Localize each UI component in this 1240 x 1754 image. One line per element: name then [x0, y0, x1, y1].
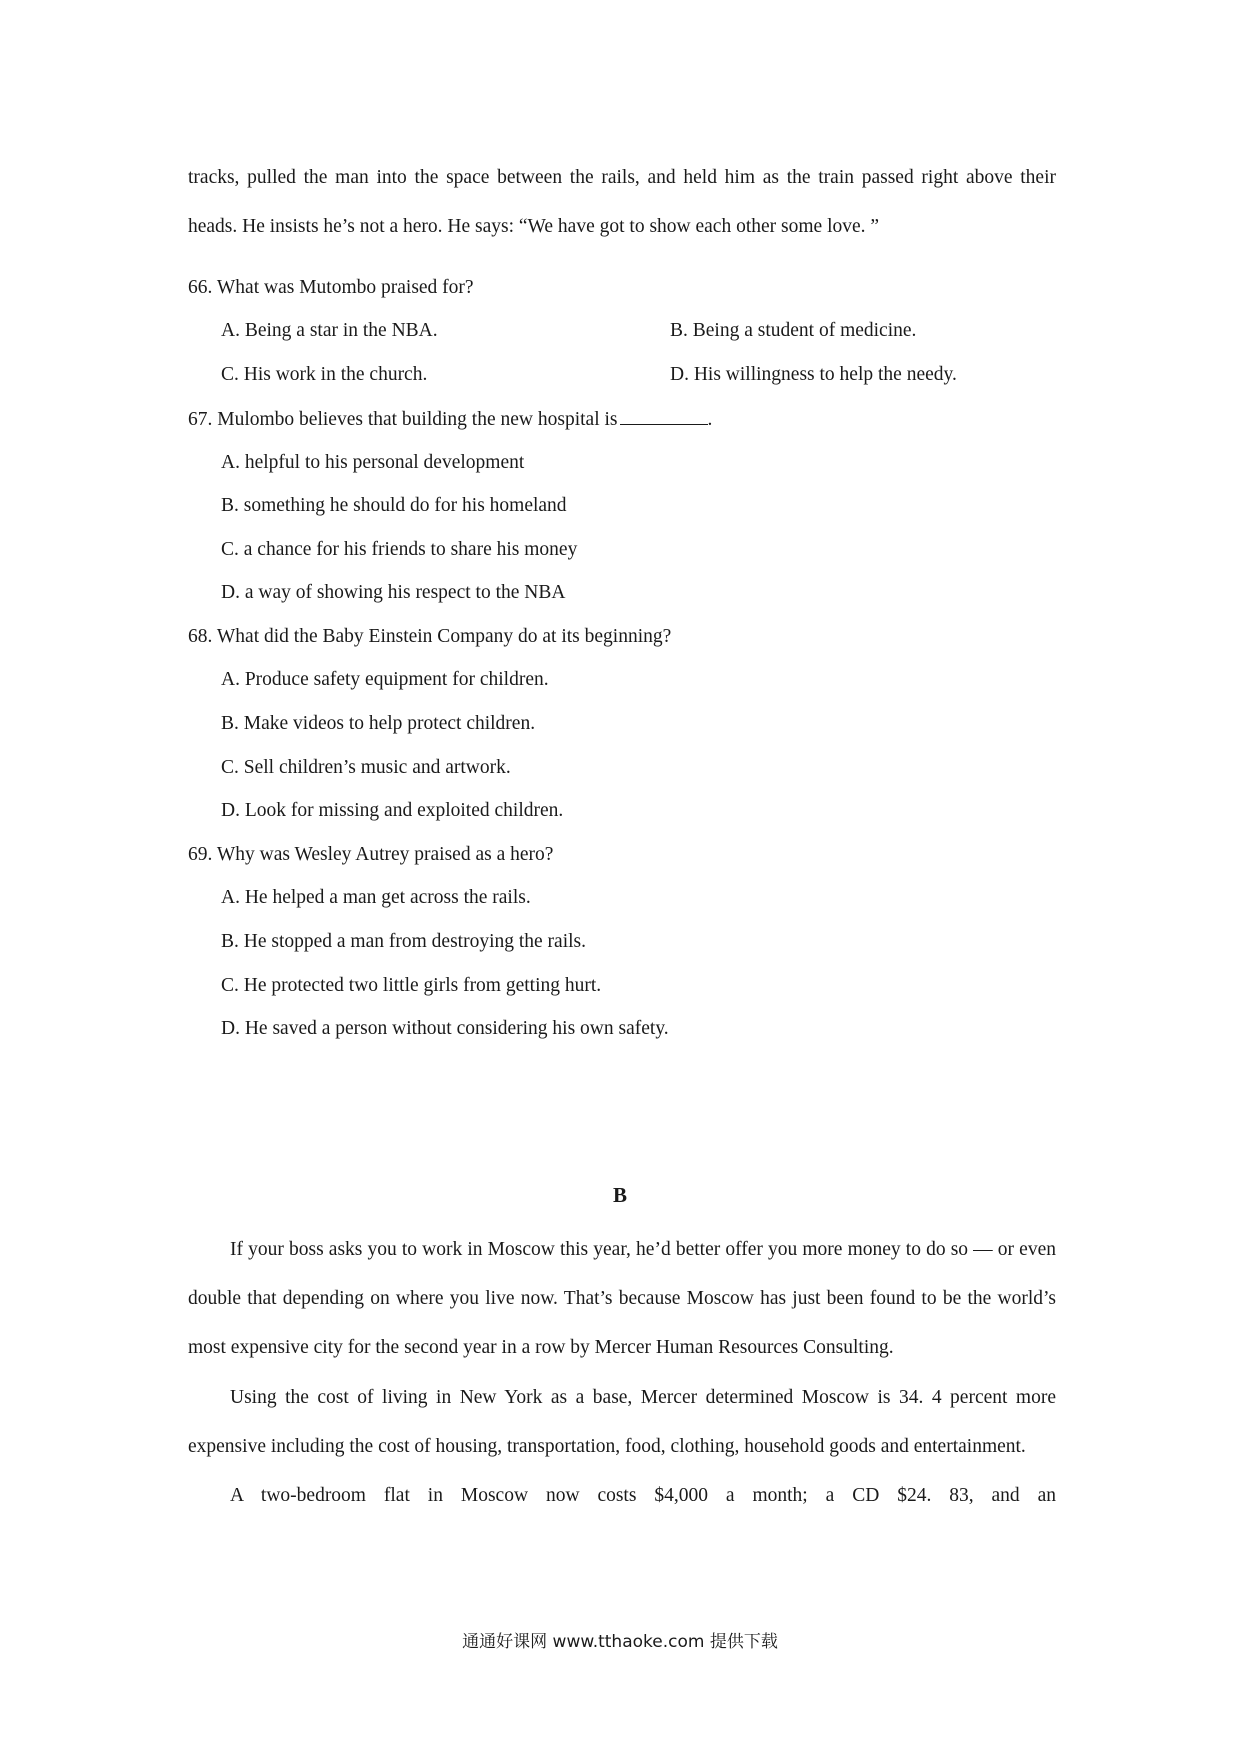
- question-68-option-c: C. Sell children’s music and artwork.: [221, 757, 511, 778]
- question-67-stem: 67. Mulombo believes that building the new hospital is: [188, 409, 618, 430]
- question-69-option-a: A. He helped a man get across the rails.: [221, 887, 531, 908]
- question-68-option-a: A. Produce safety equipment for children.: [221, 669, 549, 690]
- question-66-option-a: A. Being a star in the NBA.: [221, 320, 438, 341]
- question-66-option-d: D. His willingness to help the needy.: [670, 364, 957, 385]
- question-69-option-c: C. He protected two little girls from getting hurt.: [221, 975, 602, 996]
- question-68-option-b: B. Make videos to help protect children.: [221, 713, 536, 734]
- question-69-stem: 69. Why was Wesley Autrey praised as a hero?: [188, 844, 554, 865]
- section-b-paragraph-2: Using the cost of living in New York as a base, Mercer determined Moscow is 34. 4 percent more expensive including the cost of housing, transportation, food, clothing, household goods and entertainment.: [188, 1386, 1056, 1457]
- question-66-option-b: B. Being a student of medicine.: [670, 320, 917, 341]
- section-b-heading: B: [612, 1183, 627, 1207]
- section-b-paragraph-1: If your boss asks you to work in Moscow this year, he’d better offer you more money to do so — or even double that depending on where you live now. That’s because Moscow has just been found to be the world’s most expensive city for the second year in a row by Mercer Human Resources Consulting.: [188, 1239, 1056, 1359]
- section-b-paragraph-3: A two-bedroom flat in Moscow now costs $4,000 a month; a CD $24. 83, and an: [230, 1485, 1056, 1507]
- section-b-passage: [188, 1225, 1056, 1520]
- question-67-option-a: A. helpful to his personal development: [221, 452, 525, 473]
- question-69-option-d: D. He saved a person without considering his own safety.: [221, 1018, 669, 1039]
- question-67-option-b: B. something he should do for his homeland: [221, 495, 567, 516]
- question-69-option-b: B. He stopped a man from destroying the rails.: [221, 931, 587, 952]
- question-67-stem-end: .: [707, 409, 713, 430]
- question-66-option-c: C. His work in the church.: [221, 364, 428, 385]
- answer-blank: [620, 408, 708, 425]
- question-67-option-d: D. a way of showing his respect to the NBA: [221, 582, 566, 603]
- question-68-option-d: D. Look for missing and exploited children.: [221, 800, 564, 821]
- passage-continuation: tracks, pulled the man into the space between the rails, and held him as the train passed right above their heads. He insists he’s not a hero. He says: “We have got to show each other some love. ”: [188, 167, 1056, 237]
- question-67-option-c: C. a chance for his friends to share his money: [221, 539, 578, 560]
- page-footer: 通通好课网 www.tthaoke.com 提供下载: [462, 1632, 778, 1652]
- question-68-stem: 68. What did the Baby Einstein Company do at its beginning?: [188, 626, 672, 647]
- question-66-stem: 66. What was Mutombo praised for?: [188, 277, 474, 298]
- question-67-stem-line: [188, 408, 712, 431]
